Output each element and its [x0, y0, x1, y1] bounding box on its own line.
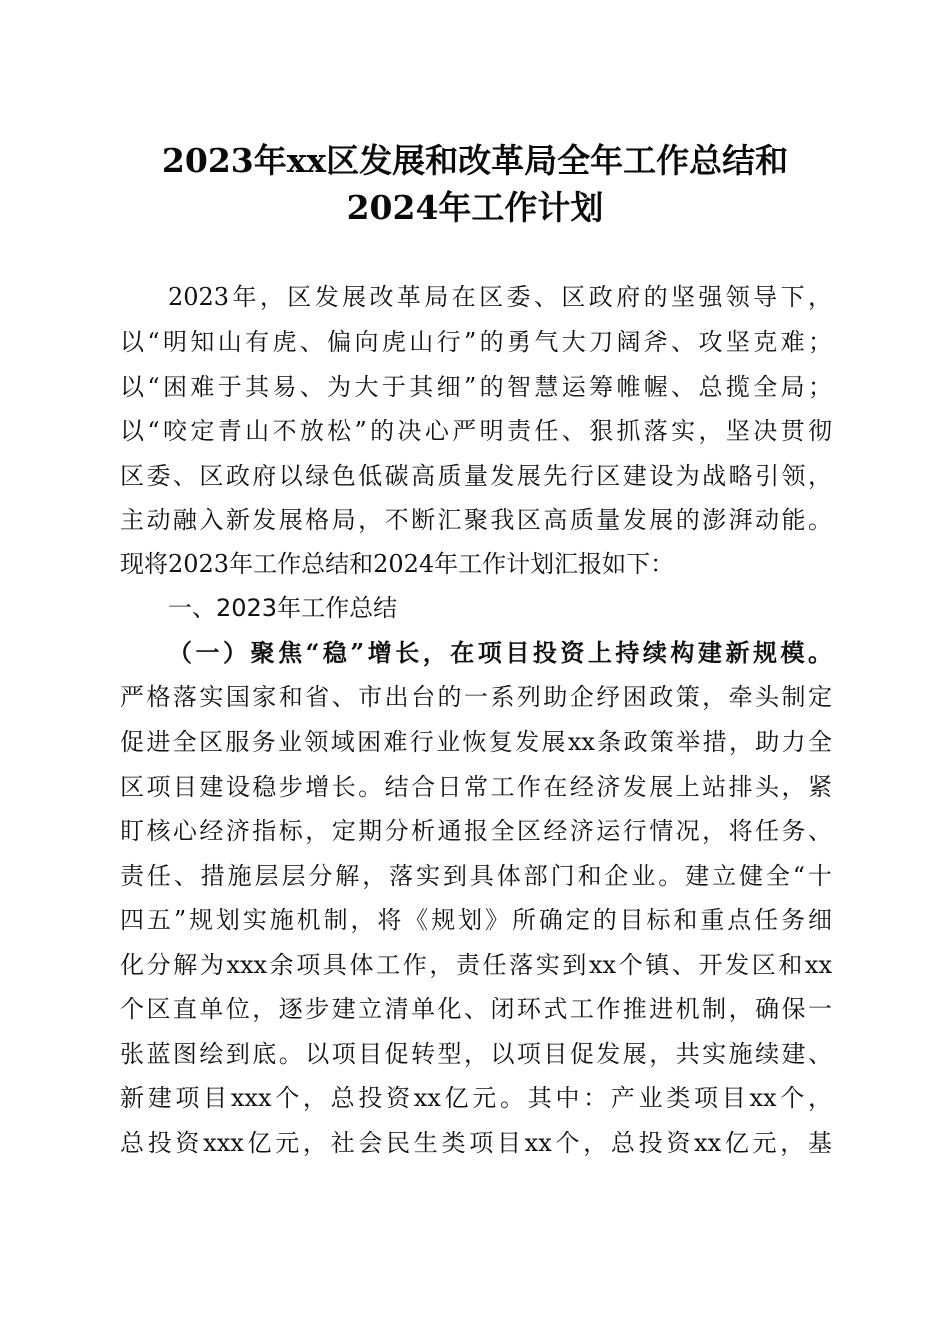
body-line: 张蓝图绘到底。以项目促转型，以项目促发展，共实施续建、 [120, 1040, 832, 1068]
intro-line: 以“咬定青山不放松”的决心严明责任、狠抓落实，坚决贯彻 [120, 417, 832, 445]
intro-line: 现将2023年工作总结和2024年工作计划汇报如下： [120, 550, 675, 578]
body-line: 严格落实国家和省、市出台的一系列助企纾困政策，牵头制定 [120, 683, 832, 711]
intro-line: 以“困难于其易、为大于其细”的智慧运筹帷幄、总揽全局； [120, 373, 832, 401]
body-line: 促进全区服务业领域困难行业恢复发展xx条政策举措，助力全 [120, 728, 832, 756]
subsection-heading-line: （一）聚焦“稳”增长，在项目投资上持续构建新规模。 [168, 638, 832, 667]
body-line: 总投资xxx亿元，社会民生类项目xx个，总投资xx亿元，基 [120, 1129, 832, 1157]
intro-line: 2023年，区发展改革局在区委、区政府的坚强领导下， [168, 283, 832, 311]
body-line: 个区直单位，逐步建立清单化、闭环式工作推进机制，确保一 [120, 995, 832, 1023]
body-line: 新建项目xxx个，总投资xx亿元。其中：产业类项目xx个， [120, 1084, 832, 1112]
intro-line: 以“明知山有虎、偏向虎山行”的勇气大刀阔斧、攻坚克难； [120, 328, 832, 356]
intro-line: 主动融入新发展格局，不断汇聚我区高质量发展的澎湃动能。 [120, 506, 832, 534]
document-title-line-2: 2024年工作计划 [346, 188, 604, 227]
document-title-line-1: 2023年xx区发展和改革局全年工作总结和 [161, 141, 789, 180]
body-line: 责任、措施层层分解，落实到具体部门和企业。建立健全“十 [120, 862, 832, 890]
body-line: 四五”规划实施机制，将《规划》所确定的目标和重点任务细 [120, 906, 832, 934]
body-line: 化分解为xxx余项具体工作，责任落实到xx个镇、开发区和xx [120, 951, 832, 979]
body-line: 盯核心经济指标，定期分析通报全区经济运行情况，将任务、 [120, 817, 832, 845]
intro-line: 区委、区政府以绿色低碳高质量发展先行区建设为战略引领， [120, 462, 832, 490]
section-heading: 一、2023年工作总结 [168, 594, 398, 622]
body-line: 区项目建设稳步增长。结合日常工作在经济发展上站排头，紧 [120, 773, 832, 801]
